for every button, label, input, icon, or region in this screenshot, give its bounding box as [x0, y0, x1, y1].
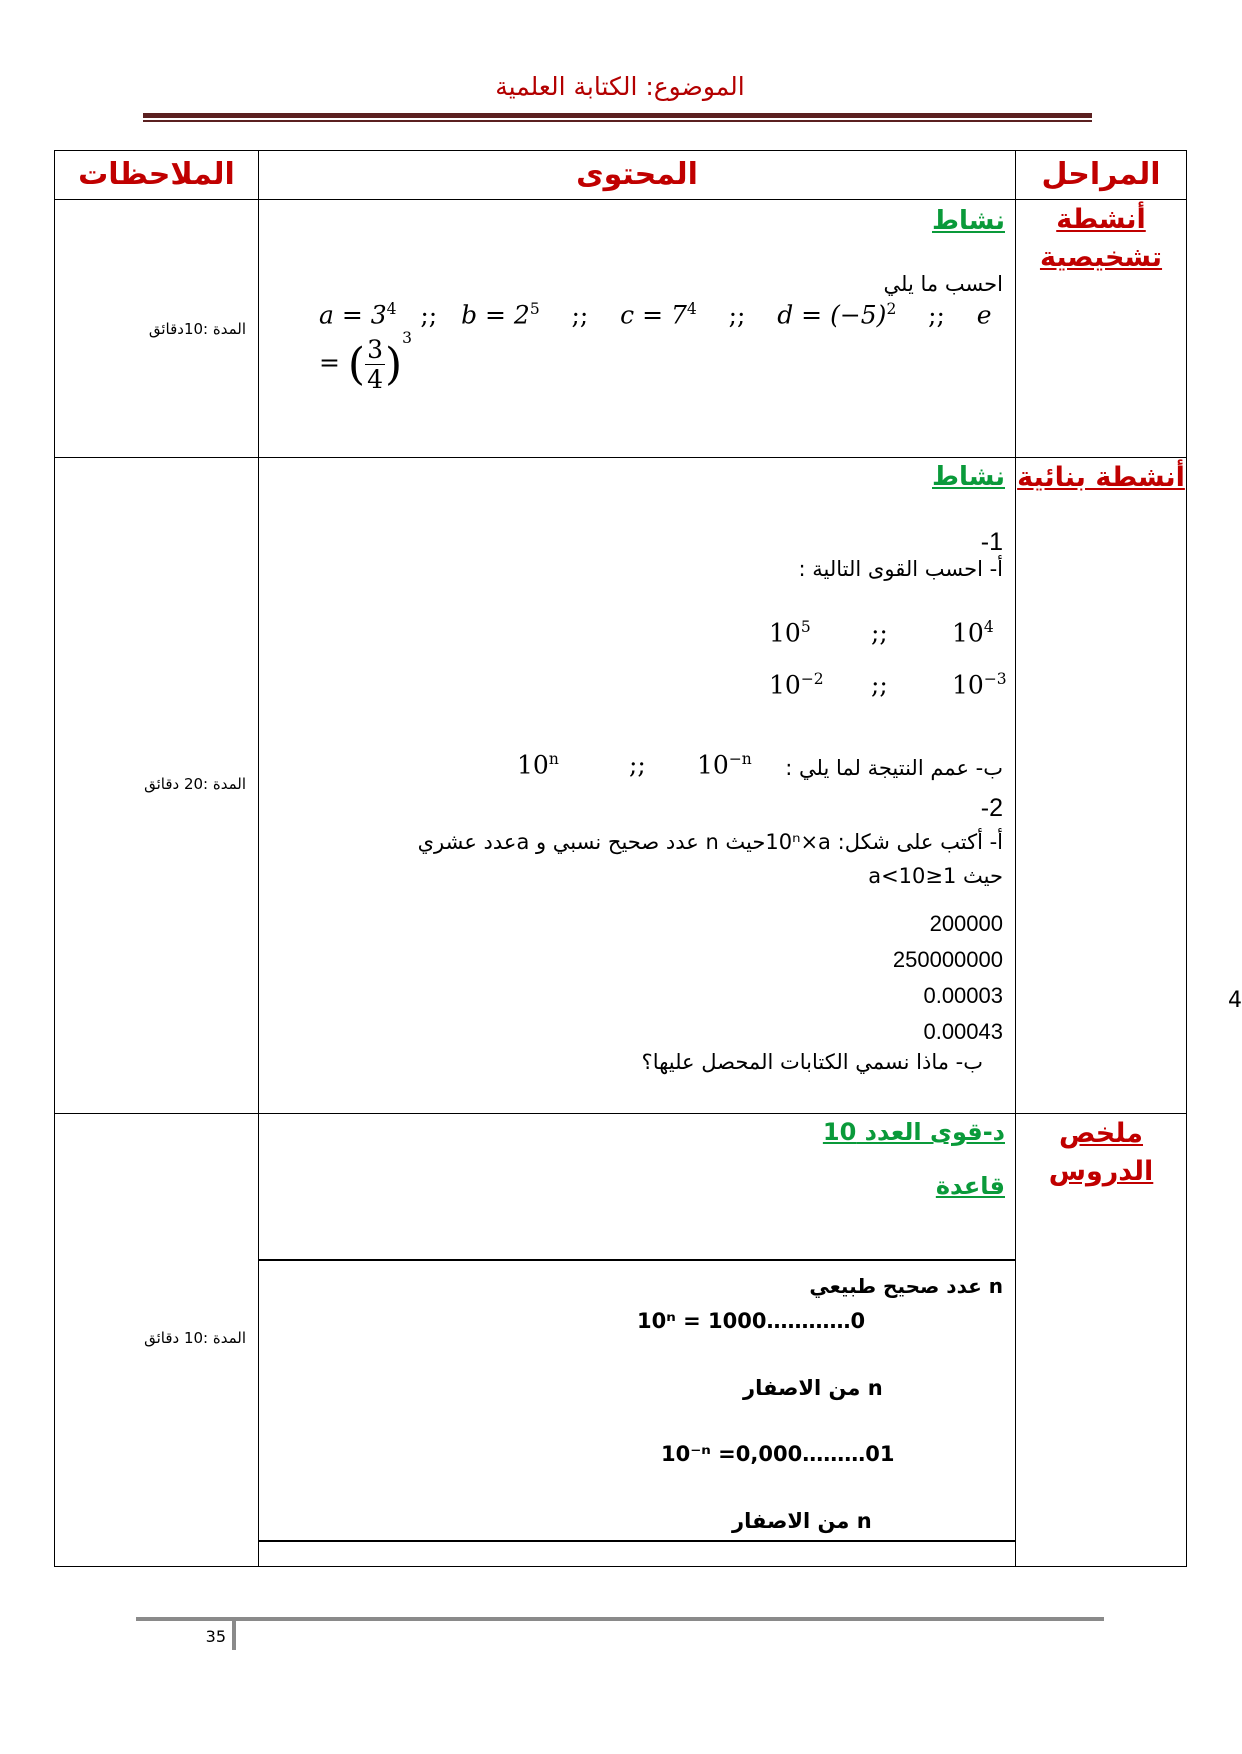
header-rule: [143, 113, 1092, 118]
numbers-list: [893, 906, 1003, 1050]
row3-content-cell: [259, 1114, 1016, 1567]
page-title: الموضوع: الكتابة العلمية: [495, 72, 745, 101]
row3-stage-line2: الدروس: [1048, 1156, 1154, 1187]
row2-duration: المدة :20 دقائق: [144, 775, 246, 793]
row1-stage-line2: تشخيصية: [1039, 242, 1163, 273]
rule-intro: n عدد صحيح طبيعي: [809, 1274, 1003, 1298]
row3-stage-line1: ملخص: [1058, 1118, 1144, 1149]
inner-divider: [259, 1259, 1016, 1261]
row1-instruction: احسب ما يلي: [883, 272, 1003, 296]
notes-column-header: الملاحظات: [55, 151, 259, 200]
rule-positive-note: n من الاصفار: [743, 1376, 883, 1400]
row3-duration: المدة :10 دقائق: [144, 1329, 246, 1347]
q1a-text: أ- احسب القوى التالية :: [798, 557, 1003, 581]
powers-row-1: $10^5$ ;; $10^4$: [769, 618, 994, 648]
bottom-divider: [259, 1540, 1016, 1542]
expr-c: c = 7: [620, 300, 687, 330]
general-powers: 10$^n$ ;; $10^{-n}$: [517, 750, 752, 780]
q1-label: -1: [980, 528, 1003, 556]
rule-negative-note: n من الاصفار: [732, 1509, 872, 1533]
row1-duration: المدة :10دقائق: [148, 320, 246, 338]
rule-positive: 10ⁿ = 1000…………0: [637, 1309, 866, 1333]
row2-notes-cell: [55, 458, 259, 1114]
header-rule-thin: [143, 120, 1092, 122]
rule-title: قاعدة: [935, 1172, 1005, 1200]
row2-stage: أنشطة بنائية: [1017, 462, 1185, 493]
row1-expressions: $a = 3^4$ ;; $b = 2^5$ ;; $c = 7^4$ ;; $d = (-5)^2$ ;; e = ( $\frac{3}{4}$ )$^3$: [319, 300, 992, 395]
rule-negative: 10⁻ⁿ =0,000………01: [661, 1442, 895, 1466]
row2-content-cell: [259, 458, 1016, 1114]
lesson-table: [54, 150, 1187, 1567]
page-number: 35: [205, 1627, 226, 1646]
row3-stage-cell: [1016, 1114, 1187, 1567]
footer-rule: [136, 1617, 1104, 1621]
expr-d: d = (−5): [777, 300, 887, 330]
powers-row-2: $10^{-2}$ ;; $10^{-3}$: [769, 670, 1007, 700]
row1-stage-cell: [1016, 200, 1187, 458]
expr-a: a = 3: [319, 300, 387, 330]
row1-stage-line1: أنشطة: [1056, 204, 1146, 235]
q1b-text: ب- عمم النتيجة لما يلي :: [785, 756, 1003, 780]
q2a-text: أ- أكتب على شكل: 10ⁿ×aحيث n عدد صحيح نسبي و aعدد عشري: [417, 830, 1003, 854]
row1-content-cell: [259, 200, 1016, 458]
side-mark: 4: [1228, 988, 1242, 1013]
stages-column-header: المراحل: [1016, 151, 1187, 200]
number-item: 0.00003: [923, 983, 1003, 1008]
q2b-text: ب- ماذا نسمي الكتابات المحصل عليها؟: [641, 1050, 983, 1074]
row1-notes-cell: [55, 200, 259, 458]
q2-label: -2: [980, 794, 1003, 822]
row2-stage-cell: [1016, 458, 1187, 1114]
row3-topic: د-قوى العدد 10: [822, 1118, 1005, 1146]
q2a-condition: حيث 1≤a<10: [868, 864, 1003, 888]
row2-activity-title: نشاط: [932, 462, 1005, 492]
expr-b: b = 2: [461, 300, 530, 330]
row1-activity-title: نشاط: [932, 206, 1005, 236]
row3-notes-cell: [55, 1114, 259, 1567]
number-item: 0.00043: [923, 1019, 1003, 1044]
expr-e: e =: [319, 300, 992, 378]
footer-page-bar: [232, 1620, 236, 1650]
fraction-three-quarters: $\frac{3}{4}$: [367, 335, 383, 395]
content-column-header: المحتوى: [259, 151, 1016, 200]
number-item: 200000: [929, 911, 1003, 936]
number-item: 250000000: [892, 947, 1003, 972]
